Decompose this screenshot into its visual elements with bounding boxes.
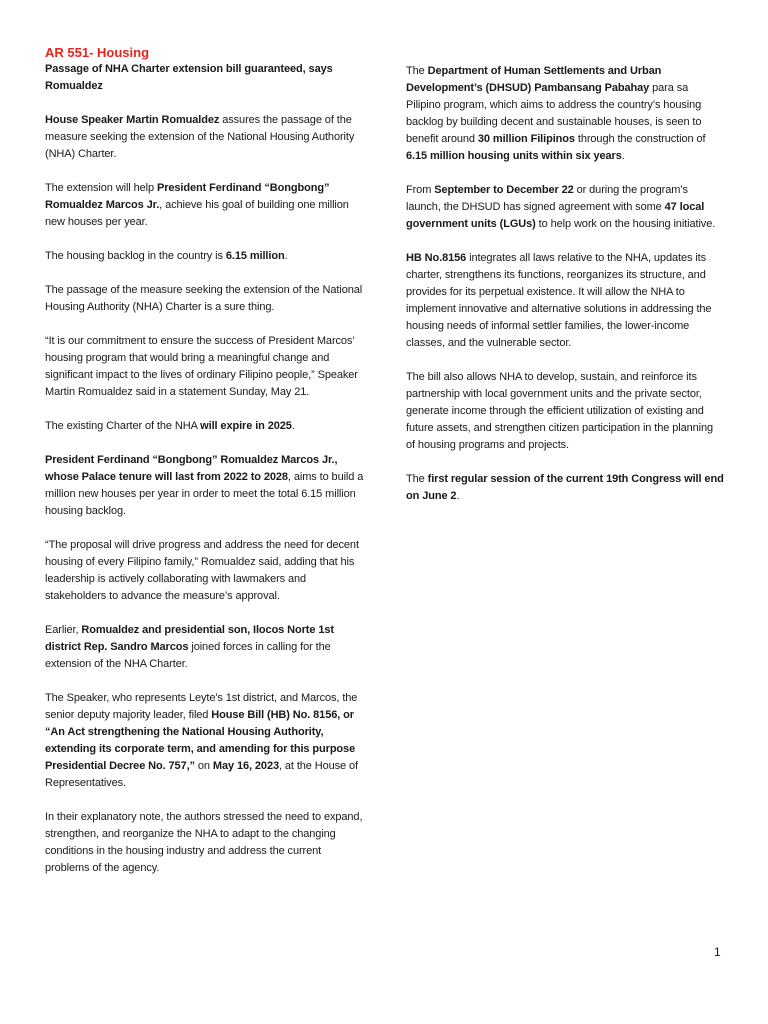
- bold-text: Passage of NHA Charter extension bill guaranteed, says Romualdez: [45, 63, 333, 92]
- text-run: The passage of the measure seeking the extension of the National Housing Authority (NHA) Charter is a sure thing.: [45, 284, 363, 313]
- text-run: The housing backlog in the country is: [45, 250, 226, 262]
- text-run: joined forces in calling for the extension of the NHA Charter.: [45, 641, 331, 670]
- right-column: [406, 63, 724, 522]
- text-run: The extension will help: [45, 182, 157, 194]
- text-run: The: [406, 473, 428, 485]
- right-paragraphs: [406, 63, 724, 505]
- paragraph: [406, 63, 724, 165]
- bold-text: 30 million Filipinos: [477, 133, 575, 145]
- text-run: para sa Pilipino program, which aims to address the country’s housing backlog by building decent and sustainable houses, is seen to benefit around: [406, 82, 702, 145]
- text-run: on: [194, 760, 213, 772]
- paragraph: [45, 690, 367, 792]
- bold-text: 6.15 million: [225, 250, 285, 262]
- text-run: .: [456, 490, 460, 502]
- paragraph: [45, 537, 367, 605]
- bold-text: HB No.8156: [406, 252, 467, 264]
- text-run: Earlier,: [45, 624, 82, 636]
- paragraph: [45, 282, 367, 316]
- bold-text: Department of Human Settlements and Urban Development’s (DHSUD) Pambansang Pabahay: [406, 65, 662, 94]
- text-run: , achieve his goal of building one million new houses per year.: [45, 199, 349, 228]
- bold-text: first regular session of the current 19th Congress will end on June 2: [406, 473, 724, 502]
- text-run: , aims to build a million new houses per year in order to meet the total 6.15 million housing backlog.: [45, 471, 364, 517]
- bold-text: President Ferdinand “Bongbong” Romualdez Marcos Jr.: [45, 182, 330, 211]
- paragraph: [406, 369, 724, 454]
- text-run: In their explanatory note, the authors stressed the need to expand, strengthen, and reorganize the NHA to adapt to the changing conditions in the housing industry and address the current problems of the agency.: [45, 811, 363, 874]
- paragraph: [45, 452, 367, 520]
- bold-text: May 16, 2023: [212, 760, 279, 772]
- bold-text: will expire in 2025: [200, 420, 292, 432]
- text-run: The bill also allows NHA to develop, sustain, and reinforce its partnership with local government units and the private sector, generate income through the efficient utilization of existing and future assets, and strengthen citizen participation in the planning of housing programs and projects.: [406, 371, 713, 451]
- paragraph: [45, 61, 367, 95]
- text-run: From: [406, 184, 435, 196]
- document-heading: AR 551- Housing: [45, 45, 150, 60]
- paragraph: [45, 622, 367, 673]
- left-paragraphs: [45, 61, 367, 877]
- text-run: The: [406, 65, 428, 77]
- paragraph: [406, 471, 724, 505]
- text-run: through the construction of: [574, 133, 706, 145]
- text-run: to help work on the housing initiative.: [535, 218, 716, 230]
- text-run: “It is our commitment to ensure the success of President Marcos’ housing program that would bring a meaningful change and significant impact to the lives of ordinary Filipino people,” Speaker Martin Romualdez said in a statement Sunday, May 21.: [45, 335, 358, 398]
- text-run: integrates all laws relative to the NHA, updates its charter, strengthens its functions, reorganizes its structure, and provides for its perpetual existence. It will allow the NHA to implement innovative and alternative solutions in addressing the housing needs of informal settler families, the lower-income classes, and the vulnerable sector.: [406, 252, 712, 349]
- text-run: or during the program’s launch, the DHSUD has signed agreement with some: [406, 184, 688, 213]
- bold-text: House Speaker Martin Romualdez: [45, 114, 220, 126]
- text-run: .: [291, 420, 295, 432]
- paragraph: [45, 333, 367, 401]
- text-run: “The proposal will drive progress and address the need for decent housing of every Filipino family,” Romualdez said, adding that his leadership is actively collaborating with lawmakers and stakeholders to advance the measure’s approval.: [45, 539, 359, 602]
- bold-text: Romualdez and presidential son, Ilocos Norte 1st district Rep. Sandro Marcos: [45, 624, 334, 653]
- bold-text: President Ferdinand “Bongbong” Romualdez Marcos Jr., whose Palace tenure will last from 2022 to 2028: [45, 454, 338, 483]
- text-run: assures the passage of the measure seeking the extension of the National Housing Authority (NHA) Charter.: [45, 114, 355, 160]
- paragraph: [45, 112, 367, 163]
- paragraph: [406, 250, 724, 352]
- paragraph: [45, 418, 367, 435]
- page-number: 1: [714, 945, 721, 959]
- text-run: .: [284, 250, 288, 262]
- text-run: The Speaker, who represents Leyte's 1st district, and Marcos, the senior deputy majority leader, filed: [45, 692, 358, 721]
- bold-text: 47 local government units (LGUs): [406, 201, 705, 230]
- paragraph: [45, 248, 367, 265]
- paragraph: [45, 809, 367, 877]
- paragraph: [45, 180, 367, 231]
- bold-text: House Bill (HB) No. 8156, or “An Act strengthening the National Housing Authority, extending its corporate term, and amending for this purpose Presidential Decree No. 757,”: [45, 709, 356, 772]
- bold-text: 6.15 million housing units within six years: [406, 150, 622, 162]
- text-run: , at the House of Representatives.: [45, 760, 359, 789]
- text-run: .: [621, 150, 625, 162]
- bold-text: September to December 22: [434, 184, 574, 196]
- left-column: [45, 44, 367, 894]
- text-run: The existing Charter of the NHA: [45, 420, 201, 432]
- paragraph: [406, 182, 724, 233]
